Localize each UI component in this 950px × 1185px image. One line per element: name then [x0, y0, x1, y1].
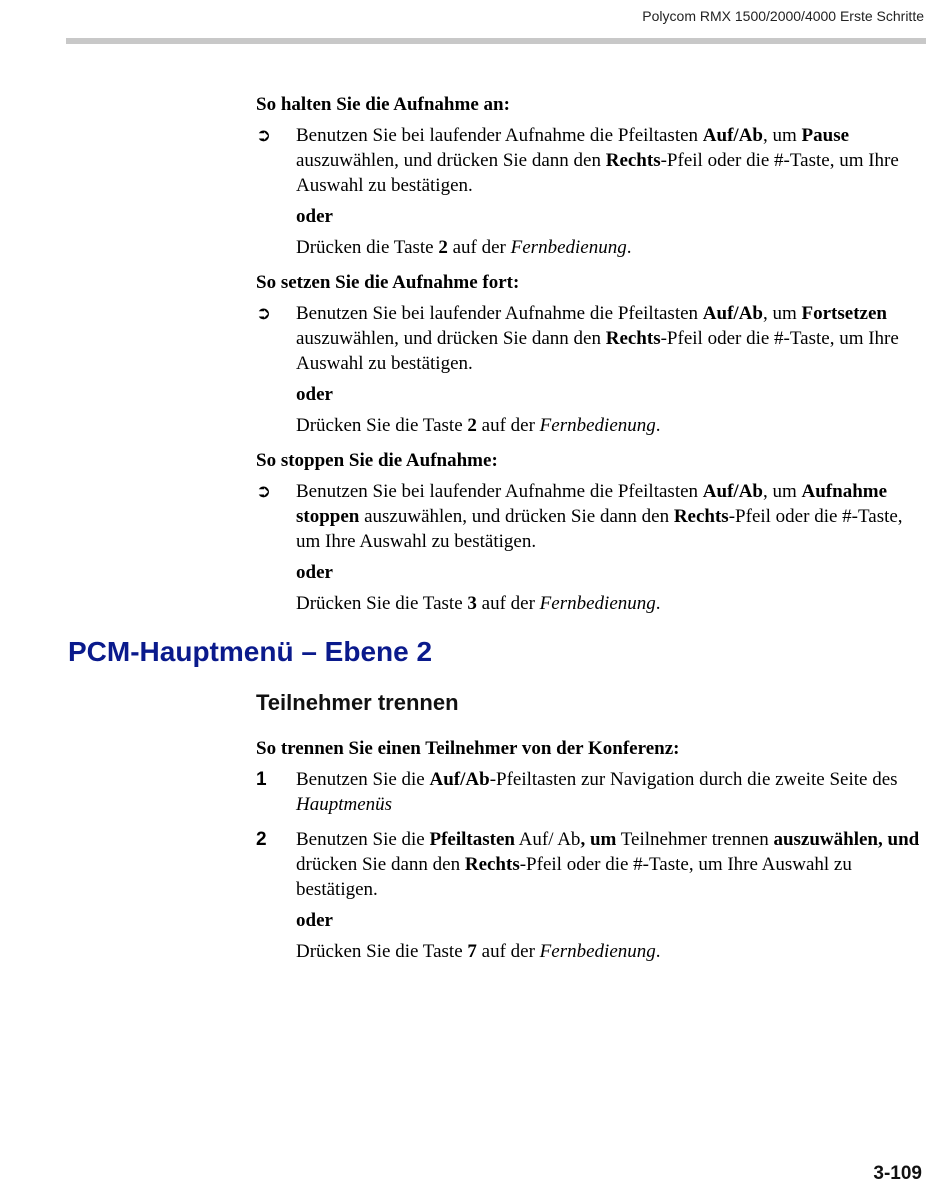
step-key-auf-ab: Auf/Ab [702, 303, 763, 324]
procedure-step-resume [256, 301, 928, 376]
menu-term: Hauptmenüs [296, 794, 393, 815]
oder-label: oder [296, 910, 333, 931]
step-key-auf-ab: Auf/Ab [702, 125, 763, 146]
step-text: auszuwählen, und drücken Sie dann den [296, 328, 606, 349]
step-number: 1 [256, 769, 267, 790]
alt-text: auf der [476, 415, 540, 436]
alternative-step [256, 591, 928, 616]
step-text: Benutzen Sie die [296, 829, 430, 850]
step-key-pfeiltasten: Pfeiltasten [429, 829, 515, 850]
step-key-auf-ab: Auf/Ab [429, 769, 490, 790]
remote-key-number: 3 [467, 593, 477, 614]
recording-procedures [256, 92, 928, 616]
step-text: drücken Sie dann den [296, 854, 465, 875]
alt-text: . [655, 415, 661, 436]
step-bold-text: , um [580, 829, 617, 850]
step-text: auszuwählen, und drücken Sie dann den [296, 150, 606, 171]
alt-text: . [655, 941, 661, 962]
step-text: , um [762, 481, 802, 502]
running-header: Polycom RMX 1500/2000/4000 Erste Schritte [642, 8, 924, 24]
remote-control-term: Fernbedienung [539, 593, 656, 614]
alt-text: Drücken Sie die Taste [296, 415, 468, 436]
step-text: , um [762, 303, 802, 324]
step-key-rechts: Rechts [605, 150, 661, 171]
procedure-step-pause [256, 123, 928, 198]
arrow-step-icon: ➲ [256, 125, 272, 146]
remote-key-number: 7 [467, 941, 477, 962]
step-key-rechts: Rechts [464, 854, 520, 875]
step-text: Teilnehmer trennen [616, 829, 774, 850]
remote-control-term: Fernbedienung [539, 415, 656, 436]
oder-label: oder [296, 384, 333, 405]
alternative-step [256, 235, 928, 260]
step-text: auszuwählen, und drücken Sie dann den [359, 506, 674, 527]
step-text: Benutzen Sie bei laufender Aufnahme die Pfeiltasten [296, 481, 703, 502]
disconnect-procedure [256, 736, 928, 964]
oder-label: oder [296, 562, 333, 583]
page-number: 3-109 [873, 1163, 922, 1184]
alt-text: auf der [476, 593, 540, 614]
step-bold-text: auszuwählen, und [773, 829, 920, 850]
step-key-auf-ab: Auf/Ab [702, 481, 763, 502]
step-key-rechts: Rechts [673, 506, 729, 527]
step-text: -Pfeil oder die #-Taste, um Ihre Auswahl zu bestätigen. [296, 854, 852, 900]
alternative-step [256, 413, 928, 438]
section-heading: PCM-Hauptmenü – Ebene 2 [68, 636, 433, 667]
arrow-step-icon: ➲ [256, 303, 272, 324]
remote-control-term: Fernbedienung [510, 237, 627, 258]
remote-key-number: 2 [438, 237, 448, 258]
procedure-step-stop [256, 479, 928, 554]
alt-text: Drücken Sie die Taste [296, 941, 468, 962]
step-option: Aufnahme stoppen [296, 481, 888, 527]
procedure-title-disconnect: So trennen Sie einen Teilnehmer von der Konferenz: [256, 738, 680, 759]
step-text: -Pfeil oder die #-Taste, um Ihre Auswahl zu bestätigen. [296, 506, 903, 552]
step-key-rechts: Rechts [605, 328, 661, 349]
step-text: -Pfeiltasten zur Navigation durch die zweite Seite des [489, 769, 898, 790]
step-option: Pause [801, 125, 850, 146]
alt-text: auf der [447, 237, 511, 258]
step-number: 2 [256, 829, 267, 850]
step-text: -Pfeil oder die #-Taste, um Ihre Auswahl zu bestätigen. [296, 328, 899, 374]
header-rule [66, 38, 926, 44]
oder-label: oder [296, 206, 333, 227]
procedure-title-resume: So setzen Sie die Aufnahme fort: [256, 272, 520, 293]
alt-text: Drücken die Taste [296, 237, 439, 258]
arrow-step-icon: ➲ [256, 481, 272, 502]
alternative-step [256, 939, 928, 964]
remote-key-number: 2 [467, 415, 477, 436]
alt-text: Drücken Sie die Taste [296, 593, 468, 614]
alt-text: . [626, 237, 632, 258]
numbered-step-2 [256, 827, 928, 902]
step-text: Benutzen Sie bei laufender Aufnahme die Pfeiltasten [296, 303, 703, 324]
numbered-step-1 [256, 767, 928, 817]
step-text: , um [762, 125, 802, 146]
step-text: Auf/ Ab [514, 829, 581, 850]
step-option: Fortsetzen [801, 303, 887, 324]
alt-text: . [655, 593, 661, 614]
step-text: Benutzen Sie bei laufender Aufnahme die Pfeiltasten [296, 125, 703, 146]
procedure-title-pause: So halten Sie die Aufnahme an: [256, 94, 510, 115]
step-text: Benutzen Sie die [296, 769, 430, 790]
alt-text: auf der [476, 941, 540, 962]
subsection-heading: Teilnehmer trennen [256, 690, 459, 715]
remote-control-term: Fernbedienung [539, 941, 656, 962]
procedure-title-stop: So stoppen Sie die Aufnahme: [256, 450, 498, 471]
step-text: -Pfeil oder die #-Taste, um Ihre Auswahl zu bestätigen. [296, 150, 899, 196]
